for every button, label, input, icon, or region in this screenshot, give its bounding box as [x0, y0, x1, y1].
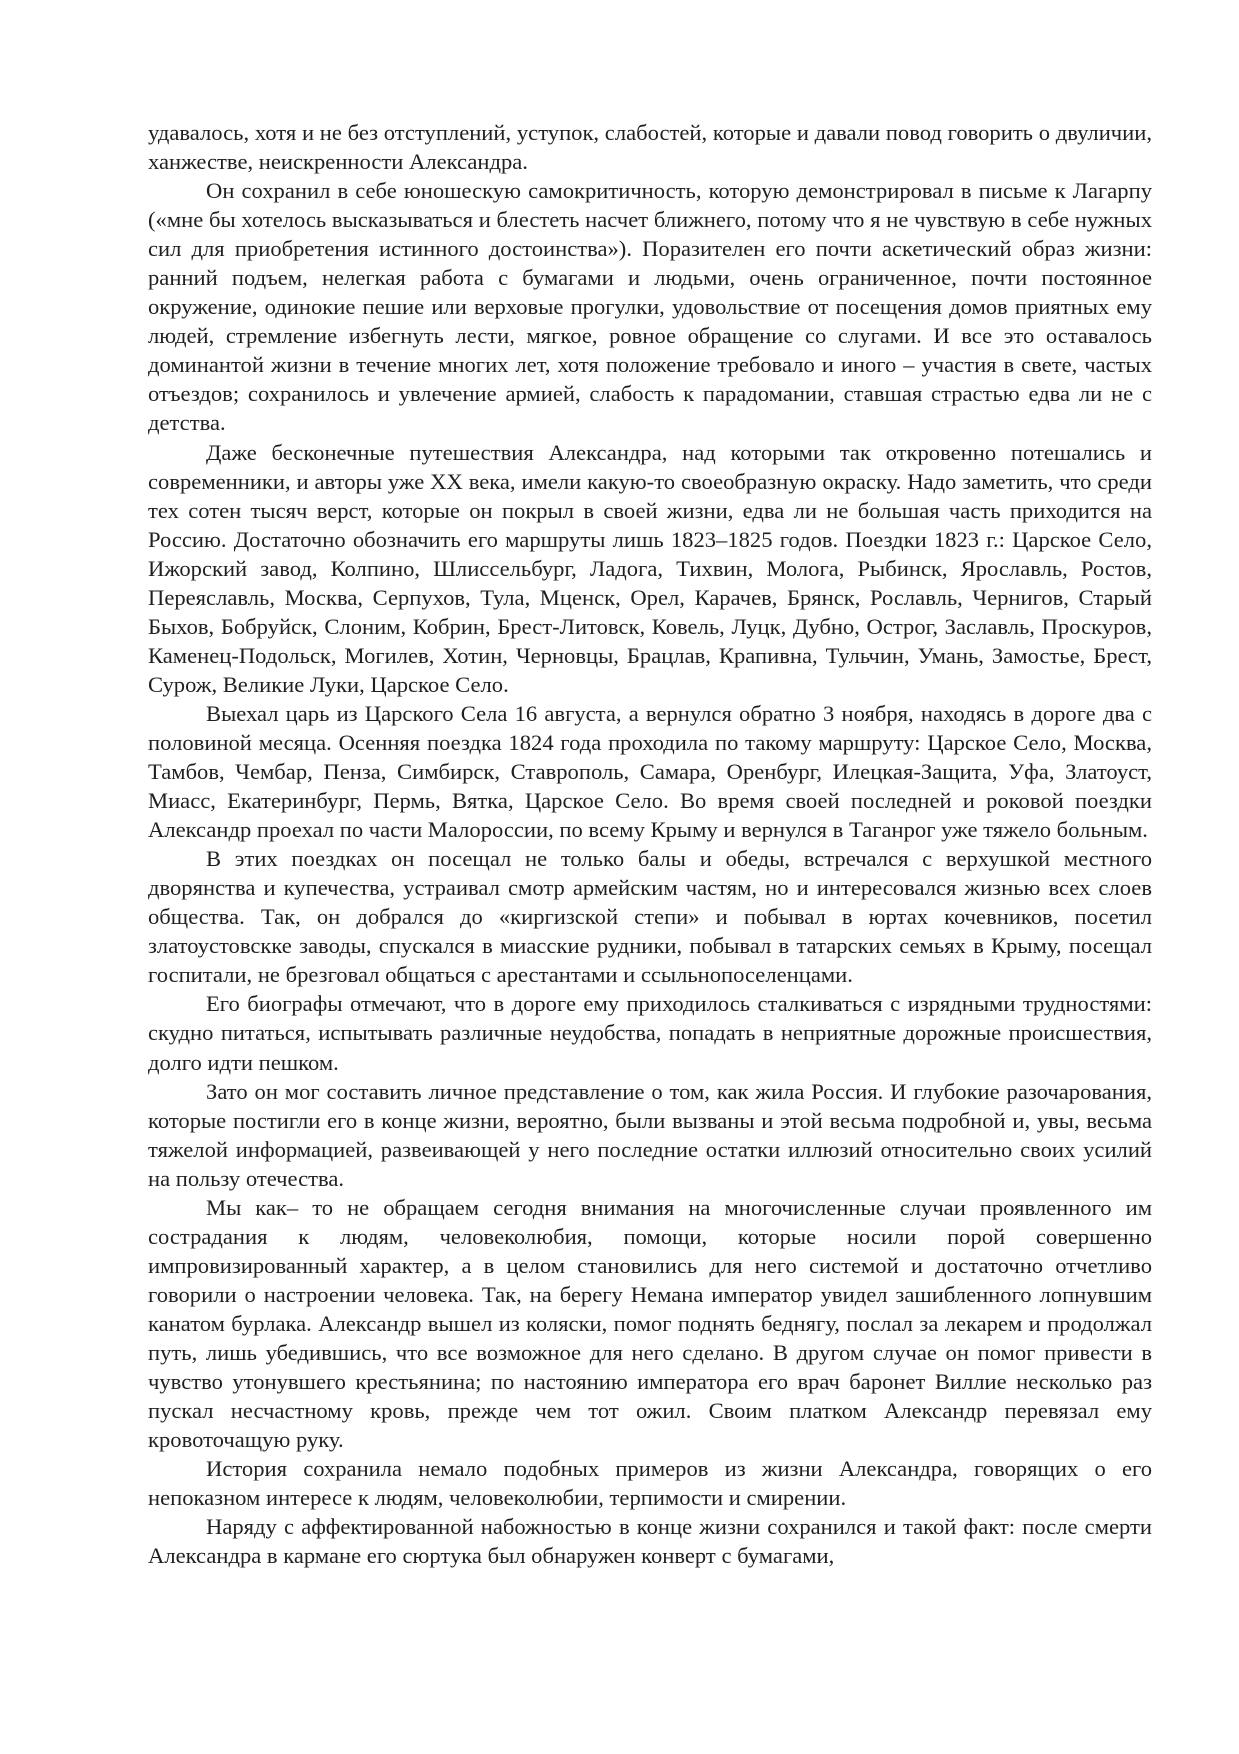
paragraph-7: Зато он мог составить личное представление о том, как жила Россия. И глубокие разочарования, которые постигли его в конце жизни, вероятно, были вызваны и этой весьма подробной и, увы, весьма тяжелой информацией, развеивающей у него последние остатки иллюзий относительно своих усилий на пользу отечества.	[148, 1078, 1152, 1191]
paragraph-6: Его биографы отмечают, что в дороге ему приходилось сталкиваться с изрядными трудностями: скудно питаться, испытывать различные неудобства, попадать в неприятные дорожные происшествия, долго идти пешком.	[148, 991, 1152, 1075]
paragraph-3: Даже бесконечные путешествия Александра, над которыми так откровенно потешались и современники, и авторы уже XX века, имели какую-то своеобразную окраску. Надо заметить, что среди тех сотен тысяч верст, которые он покрыл в своей жизни, едва ли не большая часть приходится на Россию. Достаточно обозначить его маршруты лишь 1823–1825 годов. Поездки 1823 г.: Царское Село, Ижорский завод, Колпино, Шлиссельбург, Ладога, Тихвин, Молога, Рыбинск, Ярославль, Ростов, Переяславль, Москва, Серпухов, Тула, Мценск, Орел, Карачев, Брянск, Рославль, Чернигов, Старый Быхов, Бобруйск, Слоним, Кобрин, Брест-Литовск, Ковель, Луцк, Дубно, Острог, Заславль, Проскуров, Каменец-Подольск, Могилев, Хотин, Черновцы, Брацлав, Крапивна, Тульчин, Умань, Замостье, Брест, Сурож, Великие Луки, Царское Село.	[148, 439, 1152, 697]
paragraph-4: Выехал царь из Царского Села 16 августа, а вернулся обратно 3 ноября, находясь в дороге два с половиной месяца. Осенняя поездка 1824 года проходила по такому маршруту: Царское Село, Москва, Тамбов, Чембар, Пенза, Симбирск, Ставрополь, Самара, Оренбург, Илецкая-Защита, Уфа, Златоуст, Миасс, Екатеринбург, Пермь, Вятка, Царское Село. Во время своей последней и роковой поездки Александр проехал по части Малороссии, по всему Крыму и вернулся в Таганрог уже тяжело больным.	[148, 700, 1152, 843]
paragraph-5: В этих поездках он посещал не только балы и обеды, встречался с верхушкой местного дворянства и купечества, устраивал смотр армейским частям, но и интересовался жизнью всех слоев общества. Так, он добрался до «киргизской степи» и побывал в юртах кочевников, посетил златоустовскке заводы, спускался в миасские рудники, побывал в татарских семьях в Крыму, посещал госпитали, не брезговал общаться с арестантами и ссыльнопоселенцами.	[148, 846, 1152, 988]
document-page	[148, 118, 1152, 1570]
paragraph-10: Наряду с аффектированной набожностью в конце жизни сохранился и такой факт: после смерти Александра в кармане его сюртука был обнаружен конверт с бумагами,	[148, 1514, 1152, 1569]
paragraph-1: удавалось, хотя и не без отступлений, уступок, слабостей, которые и давали повод говорить о двуличии, ханжестве, неискренности Александра.	[148, 120, 1152, 175]
paragraph-9: История сохранила немало подобных примеров из жизни Александра, говорящих о его непоказном интересе к людям, человеколюбии, терпимости и смирении.	[148, 1456, 1152, 1511]
paragraph-2: Он сохранил в себе юношескую самокритичность, которую демонстрировал в письме к Лагарпу («мне бы хотелось высказываться и блестеть насчет ближнего, потому что я не чувствую в себе нужных сил для приобретения истинного достоинства»). Поразителен его почти аскетический образ жизни: ранний подъем, нелегкая работа с бумагами и людьми, очень ограниченное, почти постоянное окружение, одинокие пешие или верховые прогулки, удовольствие от посещения домов приятных ему людей, стремление избегнуть лести, мягкое, ровное обращение со слугами. И все это оставалось доминантой жизни в течение многих лет, хотя положение требовало и иного – участия в свете, частых отъездов; сохранилось и увлечение армией, слабость к парадомании, ставшая страстью едва ли не с детства.	[148, 178, 1152, 436]
paragraph-8: Мы как– то не обращаем сегодня внимания на многочисленные случаи проявленного им сострадания к людям, человеколюбия, помощи, которые носили порой совершенно импровизированный характер, а в целом становились для него системой и достаточно отчетливо говорили о настроении человека. Так, на берегу Немана император увидел зашибленного лопнувшим канатом бурлака. Александр вышел из коляски, помог поднять беднягу, послал за лекарем и продолжал путь, лишь убедившись, что все возможное для него сделано. В другом случае он помог привести в чувство утонувшего крестьянина; по настоянию императора его врач баронет Виллие несколько раз пускал несчастному кровь, прежде чем тот ожил. Своим платком Александр перевязал ему кровоточащую руку.	[148, 1194, 1152, 1453]
